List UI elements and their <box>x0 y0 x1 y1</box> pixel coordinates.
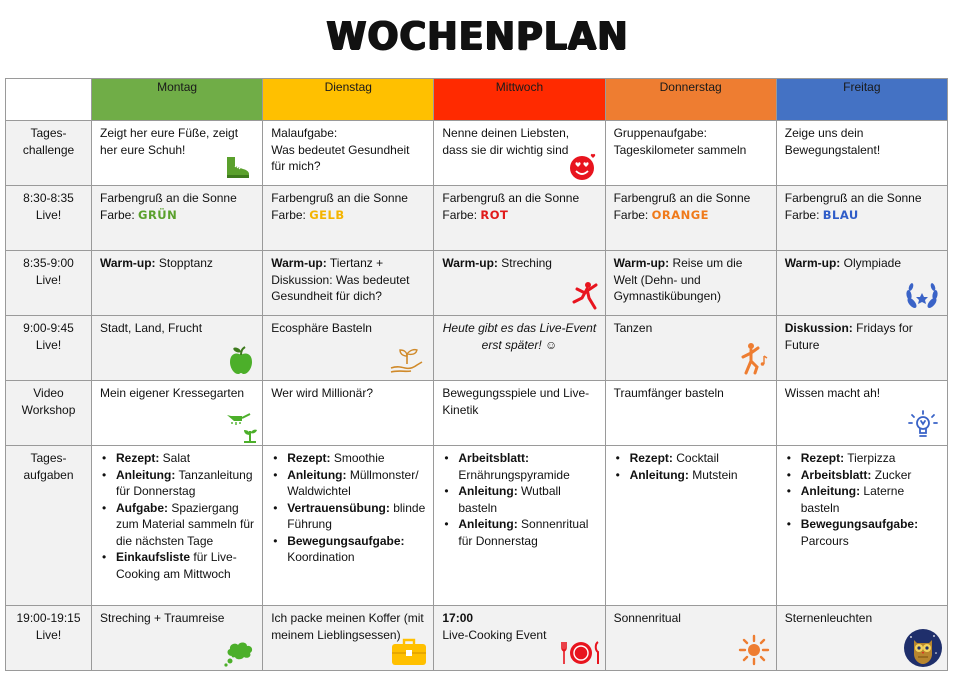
task-bold-label: Anleitung: <box>116 467 176 482</box>
cell-abend-freitag <box>776 606 947 671</box>
sun-icon <box>738 634 770 666</box>
cell-video-dienstag <box>263 381 434 446</box>
cell-text: Farbengruß an die Sonne <box>613 191 751 205</box>
row-label <box>6 316 92 381</box>
task-text: Salat <box>159 451 191 465</box>
task-item <box>271 450 425 467</box>
task-text: für Live-Cooking am Mittwoch <box>116 550 237 581</box>
task-bold-label: Bewegungsaufgabe: <box>800 517 919 531</box>
color-prefix: Farbe: <box>271 207 310 222</box>
row-label <box>6 121 92 186</box>
task-item <box>614 467 768 484</box>
color-prefix: Farbe: <box>100 207 139 222</box>
task-item <box>100 500 254 550</box>
task-bold-label: Anleitung: <box>287 467 347 482</box>
task-bold-label: Arbeitsblatt: <box>458 451 530 465</box>
cell-text: Zeige uns dein Bewegungstalent! <box>784 126 881 157</box>
task-bold-label: Anleitung: <box>458 517 518 531</box>
day-header-mittwoch: Mittwoch <box>434 79 605 121</box>
cell-video-freitag <box>776 381 947 446</box>
task-bold-label: Rezept: <box>629 451 673 465</box>
color-word: GRÜN <box>138 207 178 222</box>
task-bold-label: Anleitung: <box>458 484 518 498</box>
cell-text: Tanzen <box>613 321 653 335</box>
task-item <box>785 450 939 467</box>
thought-cloud-icon <box>222 638 258 668</box>
cell-video-donnerstag <box>605 381 776 446</box>
watering-can-icon <box>224 411 258 443</box>
color-word: BLAU <box>822 207 859 222</box>
suitcase-icon <box>391 638 427 666</box>
dancer-icon <box>738 342 770 376</box>
cell-video-montag <box>92 381 263 446</box>
row-label <box>6 251 92 316</box>
cell-text: Traumfänger basteln <box>613 386 724 400</box>
task-item <box>785 483 939 516</box>
task-text: Tierpizza <box>844 451 896 465</box>
weekly-schedule-table <box>5 78 948 671</box>
cell-text: Streching + Traumreise <box>100 611 225 625</box>
task-item <box>271 500 425 533</box>
task-text: Spaziergang zum Material sammeln für die nächsten Tage <box>116 500 255 548</box>
row-label-text: 9:00-9:45 Live! <box>23 321 74 352</box>
task-list <box>785 450 939 549</box>
task-text: Parcours <box>800 533 849 548</box>
plate-cutlery-icon <box>561 640 601 666</box>
cell-warmup-montag <box>92 251 263 316</box>
cell-farbe-freitag <box>776 186 947 251</box>
cell-aufgaben-dienstag <box>263 446 434 606</box>
row-label <box>6 381 92 446</box>
cell-aufgaben-mittwoch <box>434 446 605 606</box>
cell-text: Reise um die Welt (Dehn- und Gymnastikübungen) <box>613 256 743 303</box>
row-live-event <box>6 316 948 381</box>
cell-text: Fridays for Future <box>784 321 913 352</box>
cell-abend-montag <box>92 606 263 671</box>
bold-prefix: Warm-up: <box>100 256 156 270</box>
row-label-text: Tages- aufgaben <box>23 451 74 482</box>
task-bold-label: Anleitung: <box>800 484 861 498</box>
task-text: Zucker <box>871 467 912 482</box>
bold-prefix: Warm-up: <box>613 256 670 270</box>
cell-video-mittwoch <box>434 381 605 446</box>
shoe-icon <box>224 155 252 179</box>
row-label-text: 8:35-9:00 Live! <box>23 256 74 287</box>
cell-live-dienstag <box>263 316 434 381</box>
task-text: Cocktail <box>672 451 719 465</box>
task-item <box>442 450 596 483</box>
task-item <box>785 516 939 549</box>
cell-text: Wissen macht ah! <box>784 386 881 400</box>
laurel-wreath-icon <box>905 281 939 311</box>
task-bold-label: Rezept: <box>116 451 160 465</box>
bold-prefix: Warm-up: <box>271 256 327 270</box>
row-label <box>6 186 92 251</box>
stretching-person-icon <box>569 281 599 311</box>
task-item <box>785 467 939 484</box>
cell-text: Mein eigener Kressegarten <box>100 386 245 400</box>
row-abend <box>6 606 948 671</box>
task-list <box>442 450 596 549</box>
cell-warmup-mittwoch <box>434 251 605 316</box>
lightbulb-icon <box>907 409 939 441</box>
cell-abend-mittwoch <box>434 606 605 671</box>
day-header-donnerstag: Donnerstag <box>605 79 776 121</box>
cell-text: Farbengruß an die Sonne <box>784 191 922 205</box>
task-list <box>100 450 254 582</box>
cell-text: Farbengruß an die Sonne <box>442 191 580 205</box>
task-bold-label: Rezept: <box>800 451 845 465</box>
color-prefix: Farbe: <box>613 207 652 222</box>
day-header-montag: Montag <box>92 79 263 121</box>
heart-eyes-emoji-icon <box>567 153 597 181</box>
cell-text: Farbengruß an die Sonne <box>100 191 237 205</box>
color-word: ROT <box>480 207 509 222</box>
task-bold-label: Bewegungsaufgabe: <box>287 533 405 548</box>
task-item <box>442 516 596 549</box>
task-item <box>100 450 254 467</box>
hand-plant-icon <box>389 346 425 374</box>
row-label <box>6 446 92 606</box>
cell-text: Farbengruß an die Sonne <box>271 191 408 205</box>
cell-abend-donnerstag <box>605 606 776 671</box>
row-tageschallenge <box>6 121 948 186</box>
task-list <box>614 450 768 483</box>
task-bold-label: Einkaufsliste <box>116 550 191 564</box>
cell-text: Heute gibt es das Live-Event erst später! ☺ <box>442 321 597 352</box>
cell-text: Gruppenaufgabe: Tageskilometer sammeln <box>613 126 747 157</box>
cell-warmup-donnerstag <box>605 251 776 316</box>
row-tagesaufgaben <box>6 446 948 606</box>
cell-text: Nenne deinen Liebsten, dass sie dir wichtig sind <box>442 126 570 157</box>
time-bold: 17:00 <box>442 611 474 625</box>
cell-aufgaben-donnerstag <box>605 446 776 606</box>
task-item <box>100 549 254 582</box>
row-label-text: Tages- challenge <box>22 126 75 157</box>
cell-challenge-freitag <box>776 121 947 186</box>
task-text: Smoothie <box>330 451 385 465</box>
cell-text: Streching <box>497 256 552 270</box>
day-header-dienstag: Dienstag <box>263 79 434 121</box>
cell-live-mittwoch <box>434 316 605 381</box>
cell-live-freitag <box>776 316 947 381</box>
task-text: Tanzanleitung für Donnerstag <box>116 467 253 498</box>
cell-aufgaben-freitag <box>776 446 947 606</box>
cell-warmup-dienstag <box>263 251 434 316</box>
cell-live-donnerstag <box>605 316 776 381</box>
task-bold-label: Aufgabe: <box>116 500 168 515</box>
row-farbengruss <box>6 186 948 251</box>
task-item <box>614 450 768 467</box>
cell-live-montag <box>92 316 263 381</box>
row-label-text: Video Workshop <box>21 386 76 417</box>
bold-prefix: Warm-up: <box>442 256 498 270</box>
bold-prefix: Diskussion: <box>784 321 853 335</box>
task-bold-label: Anleitung: <box>629 467 689 482</box>
cell-challenge-mittwoch <box>434 121 605 186</box>
apple-icon <box>228 346 254 376</box>
cell-text: Malaufgabe: Was bedeutet Gesundheit für mich? <box>271 126 410 173</box>
color-prefix: Farbe: <box>784 207 823 222</box>
cell-text: Tiertanz + Diskussion: Was bedeutet Gesundheit für dich? <box>271 256 410 303</box>
task-item <box>271 533 425 566</box>
task-list <box>271 450 425 566</box>
day-header-freitag: Freitag <box>776 79 947 121</box>
row-video-workshop <box>6 381 948 446</box>
task-text: Koordination <box>287 550 355 564</box>
row-label-text: 19:00-19:15 Live! <box>16 611 81 642</box>
task-bold-label: Rezept: <box>287 451 331 465</box>
task-bold-label: Arbeitsblatt: <box>800 467 872 482</box>
cell-farbe-mittwoch <box>434 186 605 251</box>
task-text: Sonnenritual für Donnerstag <box>458 517 589 548</box>
cell-text: Ecosphäre Basteln <box>271 321 372 335</box>
bold-prefix: Warm-up: <box>784 256 841 270</box>
cell-text: Stadt, Land, Frucht <box>100 321 203 335</box>
cell-text: Sternenleuchten <box>784 611 873 625</box>
task-item <box>442 483 596 516</box>
cell-text: Live-Cooking Event <box>442 627 547 642</box>
task-item <box>100 467 254 500</box>
cell-text: Wer wird Millionär? <box>271 386 373 400</box>
task-text: Wutball basteln <box>458 484 561 515</box>
color-word: GELB <box>309 207 345 222</box>
cell-farbe-dienstag <box>263 186 434 251</box>
row-warmup <box>6 251 948 316</box>
cell-aufgaben-montag <box>92 446 263 606</box>
cell-text: Stopptanz <box>155 256 213 270</box>
task-text: Laterne basteln <box>800 484 905 515</box>
task-text: blinde Führung <box>287 500 426 531</box>
task-bold-label: Vertrauensübung: <box>287 500 390 515</box>
cell-farbe-donnerstag <box>605 186 776 251</box>
cell-text: Sonnenritual <box>613 611 681 625</box>
row-label-text: 8:30-8:35 Live! <box>23 191 74 222</box>
cell-warmup-freitag <box>776 251 947 316</box>
task-text: Ernährungspyramide <box>458 467 570 482</box>
owl-icon <box>903 628 943 668</box>
cell-text: Zeigt her eure Füße, zeigt her eure Schuh! <box>100 126 239 157</box>
color-prefix: Farbe: <box>442 207 481 222</box>
cell-text: Ich packe meinen Koffer (mit meinem Lieblingsessen) <box>271 611 424 642</box>
task-text: Mutstein <box>688 467 738 482</box>
cell-text: Bewegungsspiele und Live-Kinetik <box>442 386 590 417</box>
cell-challenge-dienstag <box>263 121 434 186</box>
cell-challenge-donnerstag <box>605 121 776 186</box>
cell-text: Olympiade <box>840 256 901 270</box>
color-word: ORANGE <box>651 207 710 222</box>
page-title: WOCHENPLAN <box>326 14 629 58</box>
day-header-row <box>6 79 948 121</box>
cell-challenge-montag <box>92 121 263 186</box>
row-label <box>6 606 92 671</box>
corner-cell <box>6 79 92 121</box>
cell-abend-dienstag <box>263 606 434 671</box>
task-item <box>271 467 425 500</box>
cell-farbe-montag <box>92 186 263 251</box>
task-text: Müllmonster/ Waldwichtel <box>287 467 419 498</box>
